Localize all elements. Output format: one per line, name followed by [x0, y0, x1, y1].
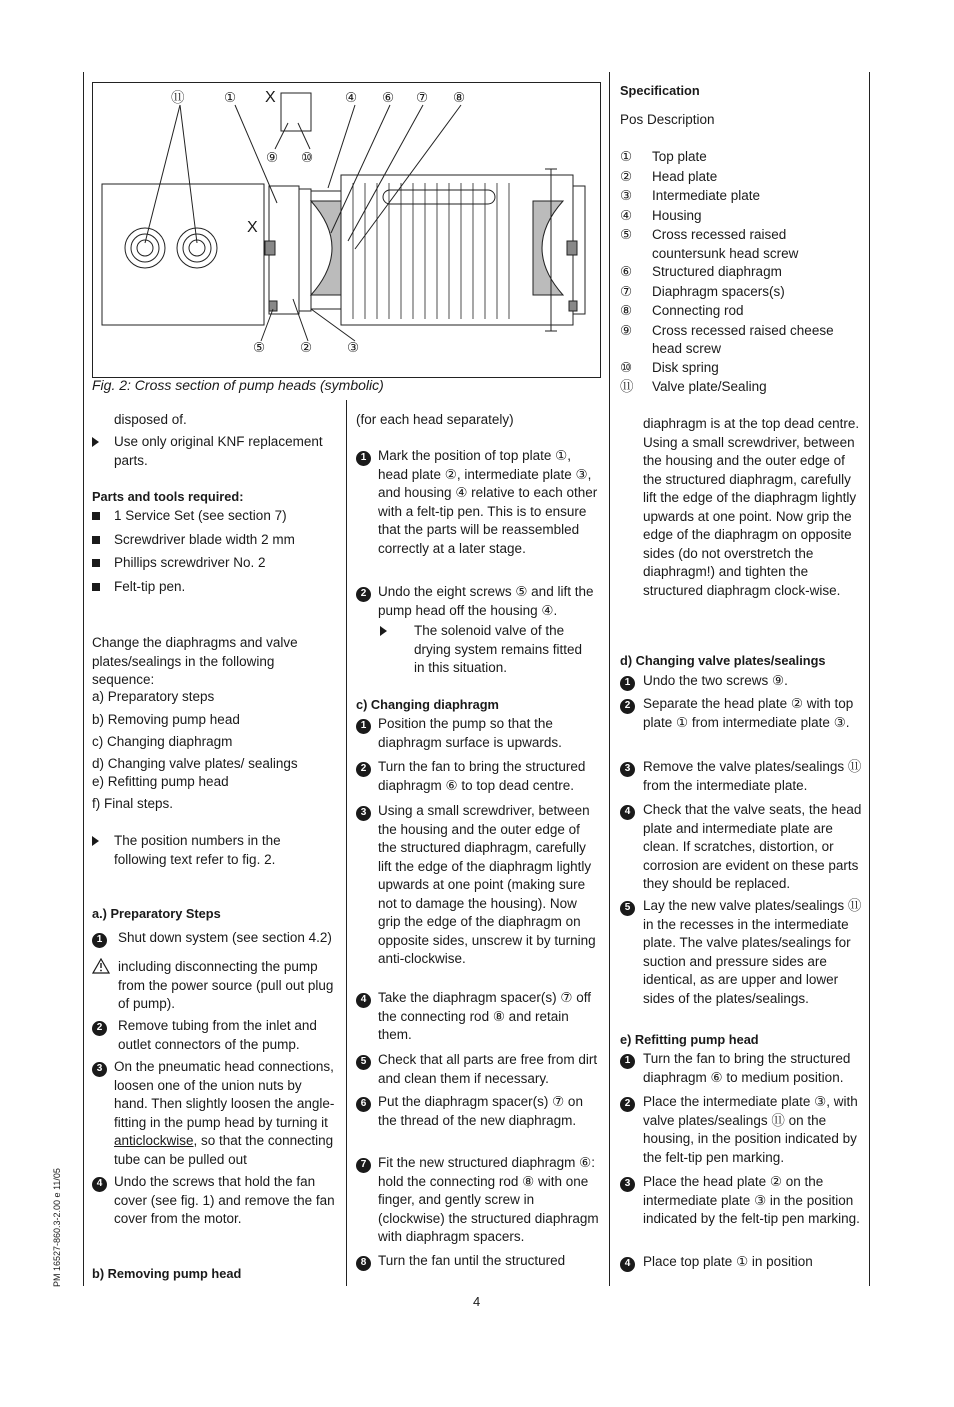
- figure-label: X: [247, 219, 258, 236]
- step-item: 4 Place top plate ① in position: [620, 1253, 863, 1272]
- sequence-item: e) Refitting pump head: [92, 774, 229, 789]
- step-item: 3 Place the head plate ② on the intermediate plate ③ in the position indicated by the felt-tip pen marking.: [620, 1173, 863, 1229]
- figure-label: ④: [345, 90, 358, 105]
- figure-caption: Fig. 2: Cross section of pump heads (symbolic): [92, 377, 384, 393]
- arrow-bullet-icon: [92, 836, 99, 846]
- column-rule-left: [83, 72, 84, 1286]
- spec-row: ⑥ Structured diaphragm: [620, 264, 782, 279]
- step-number-icon: 1: [92, 933, 107, 948]
- sequence-item: d) Changing valve plates/ sealings: [92, 756, 298, 771]
- step-item: 1 Undo the two screws ⑨.: [620, 672, 863, 691]
- spec-row: ⑧ Connecting rod: [620, 303, 744, 318]
- step-item: 1 Position the pump so that the diaphragm surface is upwards.: [356, 715, 601, 752]
- sequence-item: b) Removing pump head: [92, 712, 240, 727]
- spec-row: ⑩ Disk spring: [620, 359, 719, 375]
- spec-row: ⑤ Cross recessed raised countersunk head screw: [620, 227, 799, 261]
- section-heading: Parts and tools required:: [92, 489, 244, 504]
- spec-row: ⑪ Valve plate/Sealing: [620, 379, 767, 394]
- step-number-icon: 4: [620, 1257, 635, 1272]
- step-number-icon: 2: [620, 1097, 635, 1112]
- step-number-icon: 6: [356, 1097, 371, 1112]
- column-rule-mid: [346, 400, 347, 1286]
- step-item: 1 Turn the fan to bring the structured diaphragm ⑥ to medium position.: [620, 1050, 863, 1087]
- paragraph: diaphragm is at the top dead centre. Using a small screwdriver, between the housing and the outer edge of the structured diaphragm, carefully lift the edge of the diaphragm lightly upwards at one point. Now grip the edge of the diaphragm on opposite sides (do not overstretch the diaphragm!) and tighten the structured diaphragm clock-wise.: [643, 416, 860, 598]
- step-number-icon: 2: [356, 587, 371, 602]
- step-item: 6 Put the diaphragm spacer(s) ⑦ on the thread of the new diaphragm.: [356, 1093, 601, 1130]
- warning-item: including disconnecting the pump from the power source (pull out plug of pump).: [92, 958, 337, 1014]
- step-number-icon: 1: [620, 1054, 635, 1069]
- step-item: 2 Turn the fan to bring the structured diaphragm ⑥ to top dead centre.: [356, 758, 601, 795]
- section-heading: b) Removing pump head: [92, 1266, 242, 1281]
- step-number-icon: 3: [620, 1177, 635, 1192]
- sequence-item: f) Final steps.: [92, 796, 174, 811]
- step-number-icon: 7: [356, 1158, 371, 1173]
- step-number-icon: 1: [620, 676, 635, 691]
- step-item: 5 Check that all parts are free from dirt and clean them if necessary.: [356, 1051, 601, 1088]
- step-item: 1 Mark the position of top plate ①, head plate ②, intermediate plate ③, and housing ④ relative to each other with a felt-tip pen. This is to ensure that the parts will be reassembled correctly at a later stage.: [356, 447, 601, 558]
- spec-row: ① Top plate: [620, 149, 707, 164]
- step-item: 4 Take the diaphragm spacer(s) ⑦ off the connecting rod ⑧ and retain them.: [356, 989, 601, 1045]
- step-item: 5 Lay the new valve plates/sealings ⑪ in the recesses in the intermediate plate. The valve plates/sealings for suction and pressure sides are identical, as are upper and lower sides of the plates/sealings.: [620, 897, 863, 1008]
- list-item: Phillips screwdriver No. 2: [92, 554, 337, 573]
- step-item: 4 Check that the valve seats, the head plate and intermediate plate are clean. If scratches, distortion, or corrosion are evident on these parts they should be replaced.: [620, 801, 863, 894]
- section-heading: Specification: [620, 83, 700, 98]
- list-item: Use only original KNF replacement parts.: [92, 433, 337, 470]
- page-number: 4: [473, 1294, 481, 1309]
- spec-row: ④ Housing: [620, 207, 702, 223]
- figure-label: ⑪: [171, 90, 185, 105]
- arrow-bullet-icon: [92, 437, 99, 447]
- sequence-item: a) Preparatory steps: [92, 689, 215, 704]
- paragraph: Change the diaphragms and valve plates/sealings in the following sequence:: [92, 635, 298, 687]
- square-bullet-icon: [92, 559, 100, 567]
- step-number-icon: 3: [92, 1062, 107, 1077]
- section-heading: e) Refitting pump head: [620, 1032, 759, 1047]
- spec-row: ③ Intermediate plate: [620, 188, 761, 203]
- spec-list: [620, 148, 860, 397]
- step-item: 1 Shut down system (see section 4.2): [92, 929, 337, 948]
- list-item: 1 Service Set (see section 7): [92, 507, 337, 526]
- step-item: 8 Turn the fan until the structured: [356, 1252, 601, 1271]
- figure-label: ②: [300, 340, 313, 355]
- spec-table-header: Pos Description: [620, 112, 715, 127]
- figure-label: ⑤: [253, 340, 266, 355]
- column-rule-far: [869, 72, 870, 1286]
- column-rule-right: [609, 72, 610, 1286]
- step-number-icon: 4: [356, 993, 371, 1008]
- step-item: 2 Remove tubing from the inlet and outlet connectors of the pump.: [92, 1017, 337, 1054]
- paragraph: (for each head separately): [356, 412, 514, 427]
- figure-label: ①: [224, 90, 237, 105]
- step-item: 2 Place the intermediate plate ③, with valve plates/sealings ⑪ on the housing, in the position indicated by the felt-tip pen marking.: [620, 1093, 863, 1167]
- sequence-item: c) Changing diaphragm: [92, 734, 233, 749]
- spec-row: ② Head plate: [620, 168, 718, 184]
- document-code: PM 16527-860.3-2.00 e 11/05: [52, 1168, 62, 1287]
- step-item: 2 Undo the eight screws ⑤ and lift the pump head off the housing ④.: [356, 583, 601, 620]
- spec-row: ⑦ Diaphragm spacers(s): [620, 283, 785, 299]
- spec-row: ⑨ Cross recessed raised cheese head screw: [620, 322, 834, 356]
- step-item: 2 Separate the head plate ② with top plate ① from intermediate plate ③.: [620, 695, 863, 732]
- figure-label: ③: [347, 340, 360, 355]
- step-item: 4 Undo the screws that hold the fan cover (see fig. 1) and remove the fan cover from the motor.: [92, 1173, 337, 1229]
- step-item: 3 On the pneumatic head connections, loosen one of the union nuts by hand. Then slightly loosen the angle-fitting in the pump head by turning it anticlockwise, so that the connecting tube can be pulled out: [92, 1058, 337, 1169]
- step-number-icon: 2: [92, 1021, 107, 1036]
- step-number-icon: 5: [620, 901, 635, 916]
- section-heading: c) Changing diaphragm: [356, 697, 499, 712]
- pump-cross-section-drawing: [93, 83, 600, 377]
- step-number-icon: 4: [92, 1177, 107, 1192]
- arrow-bullet-icon: [380, 626, 387, 636]
- note-item: The position numbers in the following text refer to fig. 2.: [92, 832, 302, 869]
- warning-triangle-icon: [92, 958, 110, 974]
- square-bullet-icon: [92, 536, 100, 544]
- figure-label: ⑩: [301, 150, 314, 165]
- square-bullet-icon: [92, 512, 100, 520]
- figure-label: ⑥: [382, 90, 395, 105]
- step-number-icon: 3: [620, 762, 635, 777]
- step-number-icon: 4: [620, 805, 635, 820]
- step-number-icon: 2: [620, 699, 635, 714]
- paragraph: disposed of.: [114, 412, 187, 427]
- square-bullet-icon: [92, 583, 100, 591]
- list-item: Felt-tip pen.: [92, 578, 337, 597]
- figure-frame: [92, 82, 601, 378]
- list-item: Screwdriver blade width 2 mm: [92, 531, 337, 550]
- step-number-icon: 3: [356, 806, 371, 821]
- note-item: The solenoid valve of the drying system remains fitted in this situation.: [380, 622, 595, 678]
- figure-label: ⑦: [416, 90, 429, 105]
- step-number-icon: 2: [356, 762, 371, 777]
- step-item: 7 Fit the new structured diaphragm ⑥: hold the connecting rod ⑧ with one finger, and gently screw in (clockwise) the structured diaphragm with diaphragm spacers.: [356, 1154, 601, 1247]
- figure-label: ⑧: [453, 90, 466, 105]
- figure-label: ⑨: [266, 150, 279, 165]
- step-number-icon: 1: [356, 719, 371, 734]
- step-number-icon: 1: [356, 451, 371, 466]
- step-number-icon: 8: [356, 1256, 371, 1271]
- section-heading: a.) Preparatory Steps: [92, 906, 221, 921]
- step-item: 3 Remove the valve plates/sealings ⑪ from the intermediate plate.: [620, 758, 863, 795]
- section-heading: d) Changing valve plates/sealings: [620, 653, 826, 668]
- step-item: 3 Using a small screwdriver, between the housing and the outer edge of the structured diaphragm, carefully lift the edge of the diaphragm lightly upwards at one point (making sure not to damage the housing). Now grip the edge of the diaphragm on opposite sides, unscrew it by turning anti-clockwise.: [356, 802, 601, 969]
- figure-label: X: [265, 89, 276, 106]
- step-number-icon: 5: [356, 1055, 371, 1070]
